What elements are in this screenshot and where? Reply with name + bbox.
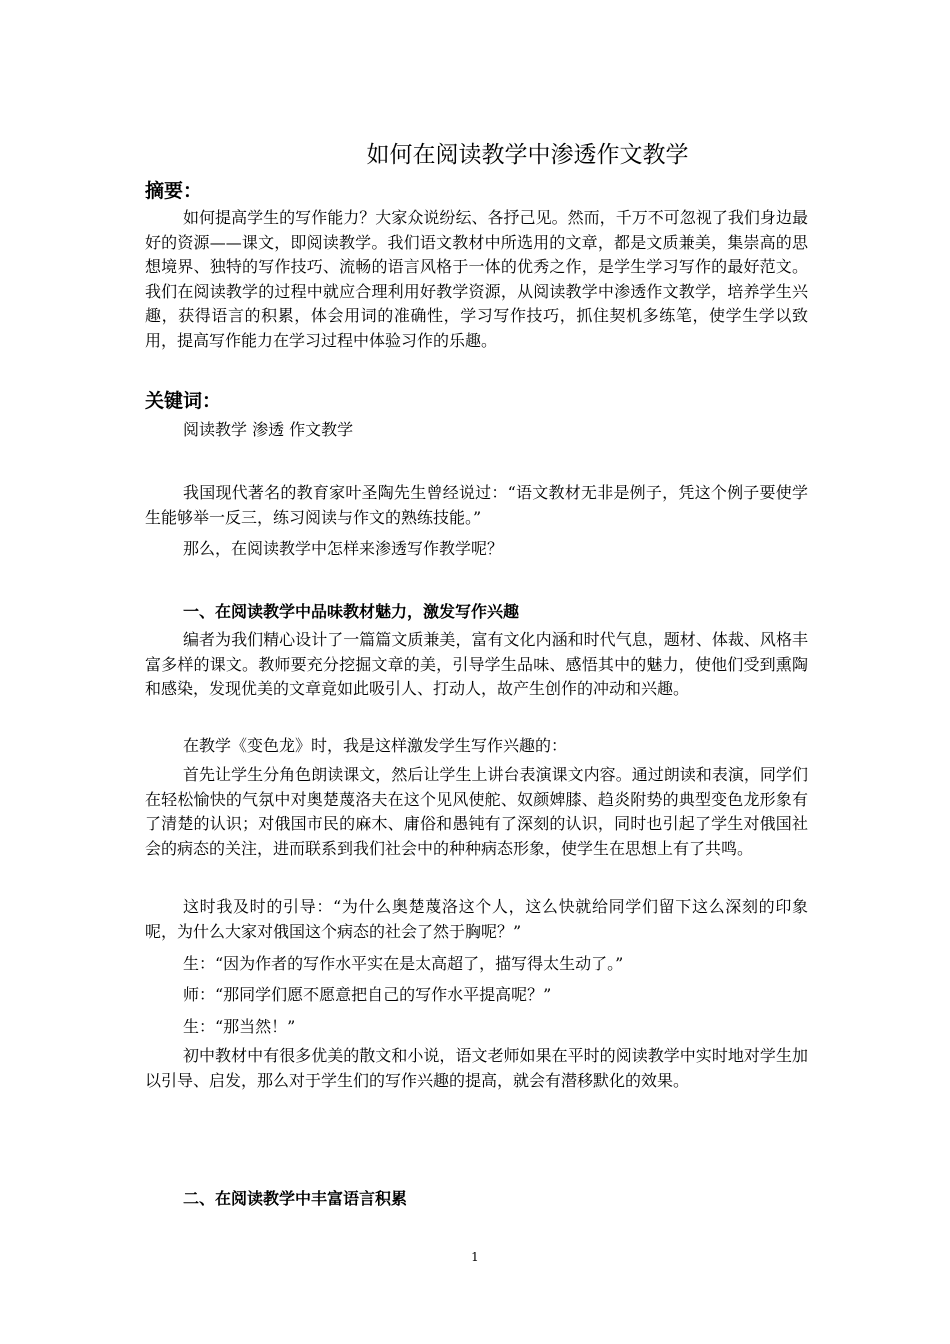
section1-paragraph-8: 初中教材中有很多优美的散文和小说，语文老师如果在平时的阅读教学中实时地对学生加以引导、启发，那么对于学生们的写作兴趣的提高，就会有潜移默化的效果。 (145, 1046, 808, 1090)
page-number: 1 (471, 1250, 479, 1264)
section1-paragraph-6: 师：“那同学们愿不愿意把自己的写作水平提高呢？” (183, 985, 552, 1004)
document-title: 如何在阅读教学中渗透作文教学 (366, 142, 689, 168)
intro-question: 那么，在阅读教学中怎样来渗透写作教学呢？ (183, 539, 504, 558)
section1-paragraph-4: 这时我及时的引导：“为什么奥楚蔑洛这个人，这么快就给同学们留下这么深刻的印象呢，为什么大家对俄国这个病态的社会了然于胸呢？” (145, 897, 808, 941)
keywords-text: 阅读教学 渗透 作文教学 (183, 420, 354, 439)
section1-paragraph-2: 在教学《变色龙》时，我是这样激发学生写作兴趣的： (183, 736, 568, 755)
section1-paragraph-7: 生：“那当然！” (183, 1017, 296, 1036)
section1-paragraph-5: 生：“因为作者的写作水平实在是太高超了，描写得太生动了。” (183, 954, 624, 973)
intro-paragraph: 我国现代著名的教育家叶圣陶先生曾经说过：“语文教材无非是例子，凭这个例子要使学生能够举一反三，练习阅读与作文的熟练技能。” (145, 483, 808, 527)
section1-paragraph-3: 首先让学生分角色朗读课文，然后让学生上讲台表演课文内容。通过朗读和表演，同学们在轻松愉快的气氛中对奥楚蔑洛夫在这个见风使舵、奴颜婢膝、趋炎附势的典型变色龙形象有了清楚的认识；对俄国市民的麻木、庸俗和愚钝有了深刻的认识，同时也引起了学生对俄国社会的病态的关注，进而联系到我们社会中的种种病态形象，使学生在思想上有了共鸣。 (145, 765, 808, 858)
abstract-text: 如何提高学生的写作能力？大家众说纷纭、各抒己见。然而，千万不可忽视了我们身边最好的资源——课文，即阅读教学。我们语文教材中所选用的文章，都是文质兼美，集崇高的思想境界、独特的写作技巧、流畅的语言风格于一体的优秀之作，是学生学习写作的最好范文。我们在阅读教学的过程中就应合理利用好教学资源，从阅读教学中渗透作文教学，培养学生兴趣，获得语言的积累，体会用词的准确性，学习写作技巧，抓住契机多练笔，使学生学以致用，提高写作能力在学习过程中体验习作的乐趣。 (145, 208, 808, 350)
abstract-label: 摘要： (145, 180, 203, 202)
section1-paragraph-1: 编者为我们精心设计了一篇篇文质兼美，富有文化内涵和时代气息，题材、体裁、风格丰富多样的课文。教师要充分挖掘文章的美，引导学生品味、感悟其中的魅力，使他们受到熏陶和感染，发现优美的文章竟如此吸引人、打动人，故产生创作的冲动和兴趣。 (145, 630, 808, 698)
section-heading-2: 二、在阅读教学中丰富语言积累 (183, 1189, 408, 1208)
section-heading-1: 一、在阅读教学中品味教材魅力，激发写作兴趣 (183, 602, 520, 621)
keywords-label: 关键词： (145, 390, 222, 412)
